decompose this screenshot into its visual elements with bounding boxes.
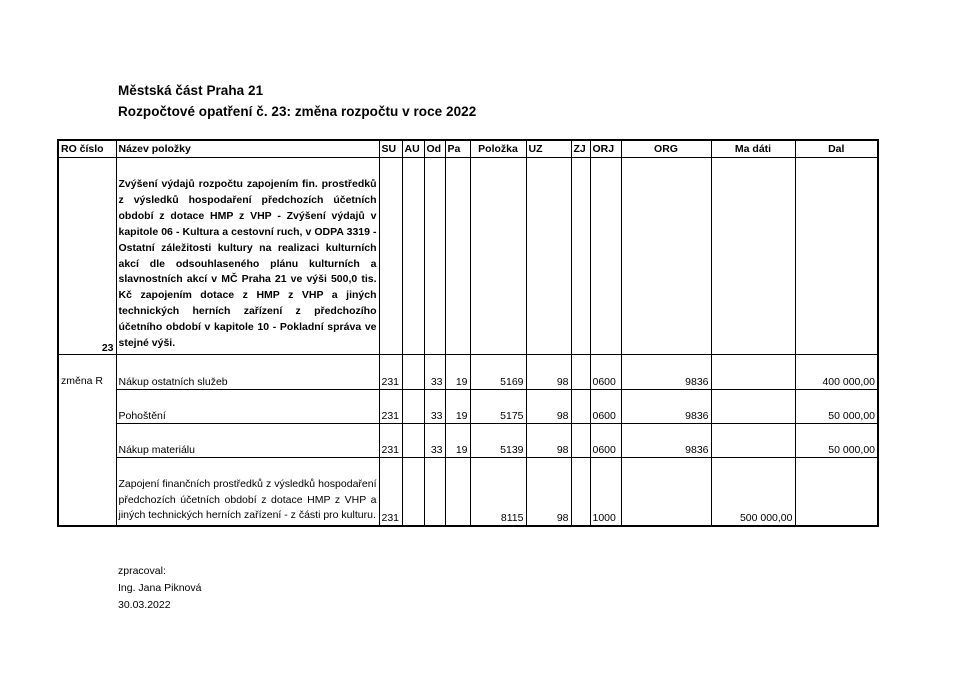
col-header-dal: Dal [795, 140, 878, 158]
cell-pa: 19 [445, 355, 470, 390]
cell-au [402, 458, 424, 526]
cell-uz: 98 [526, 458, 571, 526]
document-title: Rozpočtové opatření č. 23: změna rozpočtu v roce 2022 [118, 104, 477, 119]
cell-od: 33 [424, 355, 445, 390]
cell-zj [571, 355, 590, 390]
cell-su: 231 [379, 458, 402, 526]
cell-au [402, 158, 424, 355]
col-header-su: SU [379, 140, 402, 158]
table-header-row [58, 140, 878, 158]
cell-ma-dati [711, 158, 795, 355]
ro-label: změna R [58, 355, 116, 526]
table-row [58, 355, 878, 390]
ro-number: 23 [58, 158, 116, 355]
cell-orj: 1000 [590, 458, 621, 526]
item-name: Nákup ostatních služeb [116, 355, 379, 390]
table-row [58, 390, 878, 424]
cell-polozka [470, 158, 526, 355]
cell-orj: 0600 [590, 424, 621, 458]
cell-zj [571, 158, 590, 355]
cell-od: 33 [424, 390, 445, 424]
cell-org: 9836 [621, 355, 711, 390]
cell-uz: 98 [526, 355, 571, 390]
table-row [58, 158, 878, 355]
col-header-polozka: Položka [470, 140, 526, 158]
cell-dal [795, 458, 878, 526]
cell-su: 231 [379, 390, 402, 424]
cell-ma-dati [711, 355, 795, 390]
col-header-au: AU [402, 140, 424, 158]
cell-au [402, 355, 424, 390]
cell-zj [571, 390, 590, 424]
cell-od [424, 458, 445, 526]
cell-su: 231 [379, 424, 402, 458]
cell-orj: 0600 [590, 355, 621, 390]
col-header-uz: UZ [526, 140, 571, 158]
col-header-nazev: Název položky [116, 140, 379, 158]
cell-dal [795, 158, 878, 355]
item-name: Pohoštění [116, 390, 379, 424]
cell-org: 9836 [621, 424, 711, 458]
processed-date: 30.03.2022 [118, 599, 171, 611]
cell-pa: 19 [445, 390, 470, 424]
cell-ma-dati [711, 390, 795, 424]
item-name: Nákup materiálu [116, 424, 379, 458]
processed-by-name: Ing. Jana Piknová [118, 582, 202, 594]
municipality-name: Městská část Praha 21 [118, 83, 264, 98]
cell-pa: 19 [445, 424, 470, 458]
cell-dal: 50 000,00 [795, 390, 878, 424]
col-header-org: ORG [621, 140, 711, 158]
cell-od: 33 [424, 424, 445, 458]
table-row [58, 424, 878, 458]
cell-dal: 400 000,00 [795, 355, 878, 390]
processed-by-label: zpracoval: [118, 565, 166, 577]
cell-au [402, 390, 424, 424]
cell-uz: 98 [526, 390, 571, 424]
col-header-od: Od [424, 140, 445, 158]
cell-ma-dati: 500 000,00 [711, 458, 795, 526]
cell-su: 231 [379, 355, 402, 390]
cell-org [621, 458, 711, 526]
col-header-pa: Pa [445, 140, 470, 158]
cell-pa [445, 458, 470, 526]
cell-orj: 0600 [590, 390, 621, 424]
col-header-ro: RO číslo [58, 140, 116, 158]
cell-polozka: 5169 [470, 355, 526, 390]
cell-uz [526, 158, 571, 355]
budget-table [57, 139, 879, 527]
cell-polozka: 8115 [470, 458, 526, 526]
cell-au [402, 424, 424, 458]
cell-uz: 98 [526, 424, 571, 458]
cell-dal: 50 000,00 [795, 424, 878, 458]
cell-polozka: 5175 [470, 390, 526, 424]
col-header-zj: ZJ [571, 140, 590, 158]
cell-orj [590, 158, 621, 355]
table-row [58, 458, 878, 526]
cell-su [379, 158, 402, 355]
cell-zj [571, 424, 590, 458]
col-header-orj: ORJ [590, 140, 621, 158]
item-description: Zvýšení výdajů rozpočtu zapojením fin. prostředků z výsledků hospodaření předchozích účetních období z dotace HMP z VHP - Zvýšení výdajů v kapitole 06 - Kultura a cestovní ruch, v ODPA 3319 - Ostatní záležitosti kultury na realizaci kulturních akcí dle odsouhlaseného plánu kulturních a slavnostních akcí v MČ Praha 21 ve výši 500,0 tis. Kč zapojením dotace z HMP z VHP a jiných technických herních zařízení z předchozího účetního období v kapitole 10 - Pokladní správa ve stejné výši. [116, 158, 379, 355]
item-name: Zapojení finančních prostředků z výsledků hospodaření předchozích účetních období z dotace HMP z VHP a jiných technických herních zařízení - z části pro kulturu. [116, 458, 379, 526]
cell-pa [445, 158, 470, 355]
cell-od [424, 158, 445, 355]
col-header-ma-dati: Ma dáti [711, 140, 795, 158]
cell-org [621, 158, 711, 355]
cell-org: 9836 [621, 390, 711, 424]
cell-ma-dati [711, 424, 795, 458]
cell-polozka: 5139 [470, 424, 526, 458]
cell-zj [571, 458, 590, 526]
